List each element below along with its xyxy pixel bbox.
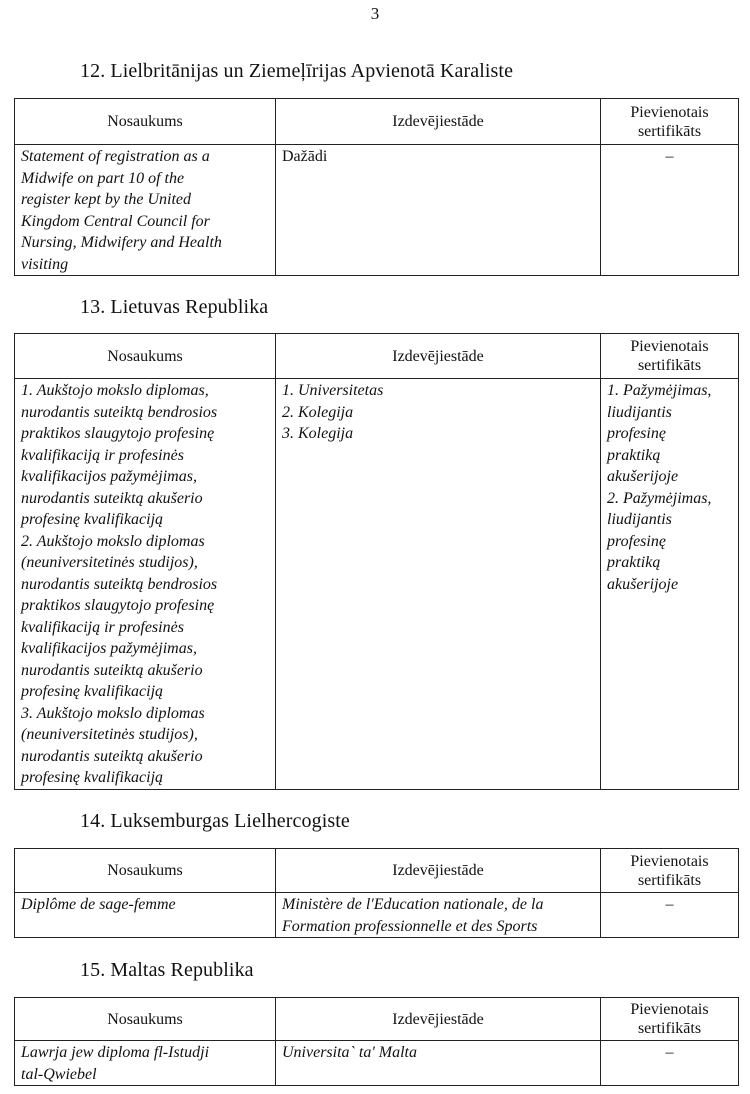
text-line: Ministère de l'Education nationale, de la <box>282 896 544 913</box>
text-line: praktikos slaugytojo profesinę <box>21 597 215 614</box>
cell-issuer <box>276 893 601 938</box>
text-line: Formation professionnelle et des Sports <box>282 917 538 935</box>
cell-name <box>15 145 276 276</box>
cell-certificate <box>601 1041 739 1086</box>
text-line: akušerijoje <box>607 468 679 485</box>
text-line: Nursing, Midwifery and Health <box>21 234 222 251</box>
section-heading-13: 13. Lietuvas Republika <box>80 296 269 318</box>
text-line: Midwife on part 10 of the <box>21 169 185 187</box>
cell-certificate <box>601 893 739 938</box>
text-line: Dažādi <box>282 148 328 165</box>
text-line: 1. Aukštojo mokslo diplomas, <box>21 382 209 399</box>
header-issuer: Izdevējiestāde <box>276 849 601 893</box>
text-line: praktiką <box>607 446 661 464</box>
table-header-row <box>15 998 739 1041</box>
text-line: akušerijoje <box>607 575 679 593</box>
text-line: register kept by the United <box>21 191 192 208</box>
cell-certificate <box>601 379 739 790</box>
cell-certificate <box>601 145 739 276</box>
text-line: liudijantis <box>607 511 672 528</box>
text-line: praktiką <box>607 554 661 571</box>
text-line: tal-Qwiebel <box>21 1065 97 1083</box>
text-line: 2. Aukštojo mokslo diplomas <box>21 532 205 550</box>
text-line: visiting <box>21 255 69 273</box>
text-line: 3. Kolegija <box>282 425 354 442</box>
text-line: Kingdom Central Council for <box>21 212 210 230</box>
text-line: Statement of registration as a <box>21 148 210 165</box>
text-line: (neuniversitetinės studijos), <box>21 726 198 743</box>
section-heading-12: 12. Lielbritānijas un Ziemeļīrijas Apvienotā Karaliste <box>80 60 514 82</box>
text-line: 1. Pažymėjimas, <box>607 382 712 399</box>
header-certificate: Pievienotais sertifikāts <box>601 334 739 379</box>
table-header-row <box>15 334 739 379</box>
text-line: nurodantis suteiktą bendrosios <box>21 575 218 593</box>
header-certificate: Pievienotais sertifikāts <box>601 998 739 1041</box>
table-section-13 <box>14 333 739 790</box>
dash-mark: – <box>665 1044 674 1061</box>
header-issuer: Izdevējiestāde <box>276 334 601 379</box>
text-line: Diplôme de sage-femme <box>21 896 176 913</box>
table-section-15 <box>14 997 739 1086</box>
section-heading-14: 14. Luksemburgas Lielhercogiste <box>80 810 350 832</box>
table-row <box>15 145 739 276</box>
header-certificate: Pievienotais sertifikāts <box>601 99 739 145</box>
dash-mark: – <box>665 896 674 913</box>
cell-name <box>15 1041 276 1086</box>
text-line: kvalifikaciją ir profesinės <box>21 446 184 464</box>
header-name: Nosaukums <box>15 998 276 1041</box>
text-line: Universita` ta' Malta <box>282 1044 417 1061</box>
header-issuer: Izdevējiestāde <box>276 998 601 1041</box>
text-line: kvalifikaciją ir profesinės <box>21 618 184 636</box>
table-header-row <box>15 99 739 145</box>
table-section-12 <box>14 98 739 276</box>
text-line: Lawrja jew diploma fl-Istudji <box>21 1044 210 1061</box>
text-line: 2. Pažymėjimas, <box>607 489 712 507</box>
table-section-14 <box>14 848 739 938</box>
table-row <box>15 379 739 790</box>
cell-issuer <box>276 1041 601 1086</box>
table-row <box>15 893 739 938</box>
header-name: Nosaukums <box>15 99 276 145</box>
text-line: 2. Kolegija <box>282 403 354 421</box>
text-line: profesinę <box>607 532 666 550</box>
text-line: nurodantis suteiktą bendrosios <box>21 403 218 421</box>
text-line: profesinę <box>607 425 666 442</box>
text-line: liudijantis <box>607 403 672 421</box>
text-line: profesinę kvalifikaciją <box>21 511 164 528</box>
header-certificate: Pievienotais sertifikāts <box>601 849 739 893</box>
page-number: 3 <box>370 4 380 23</box>
header-name: Nosaukums <box>15 334 276 379</box>
text-line: profesinę kvalifikaciją <box>21 683 164 700</box>
cell-name <box>15 379 276 790</box>
cell-issuer <box>276 145 601 276</box>
header-issuer: Izdevējiestāde <box>276 99 601 145</box>
text-line: (neuniversitetinės studijos), <box>21 554 198 571</box>
text-line: nurodantis suteiktą akušerio <box>21 661 203 679</box>
text-line: nurodantis suteiktą akušerio <box>21 747 203 765</box>
table-header-row <box>15 849 739 893</box>
text-line: profesinę kvalifikaciją <box>21 769 164 786</box>
text-line: 1. Universitetas <box>282 382 384 399</box>
header-name: Nosaukums <box>15 849 276 893</box>
text-line: kvalifikacijos pažymėjimas, <box>21 468 197 485</box>
section-heading-15: 15. Maltas Republika <box>80 959 254 981</box>
table-row <box>15 1041 739 1086</box>
text-line: kvalifikacijos pažymėjimas, <box>21 640 197 657</box>
text-line: praktikos slaugytojo profesinę <box>21 425 215 442</box>
text-line: 3. Aukštojo mokslo diplomas <box>21 704 205 722</box>
cell-issuer <box>276 379 601 790</box>
dash-mark: – <box>665 148 674 165</box>
text-line: nurodantis suteiktą akušerio <box>21 489 203 507</box>
cell-name <box>15 893 276 938</box>
